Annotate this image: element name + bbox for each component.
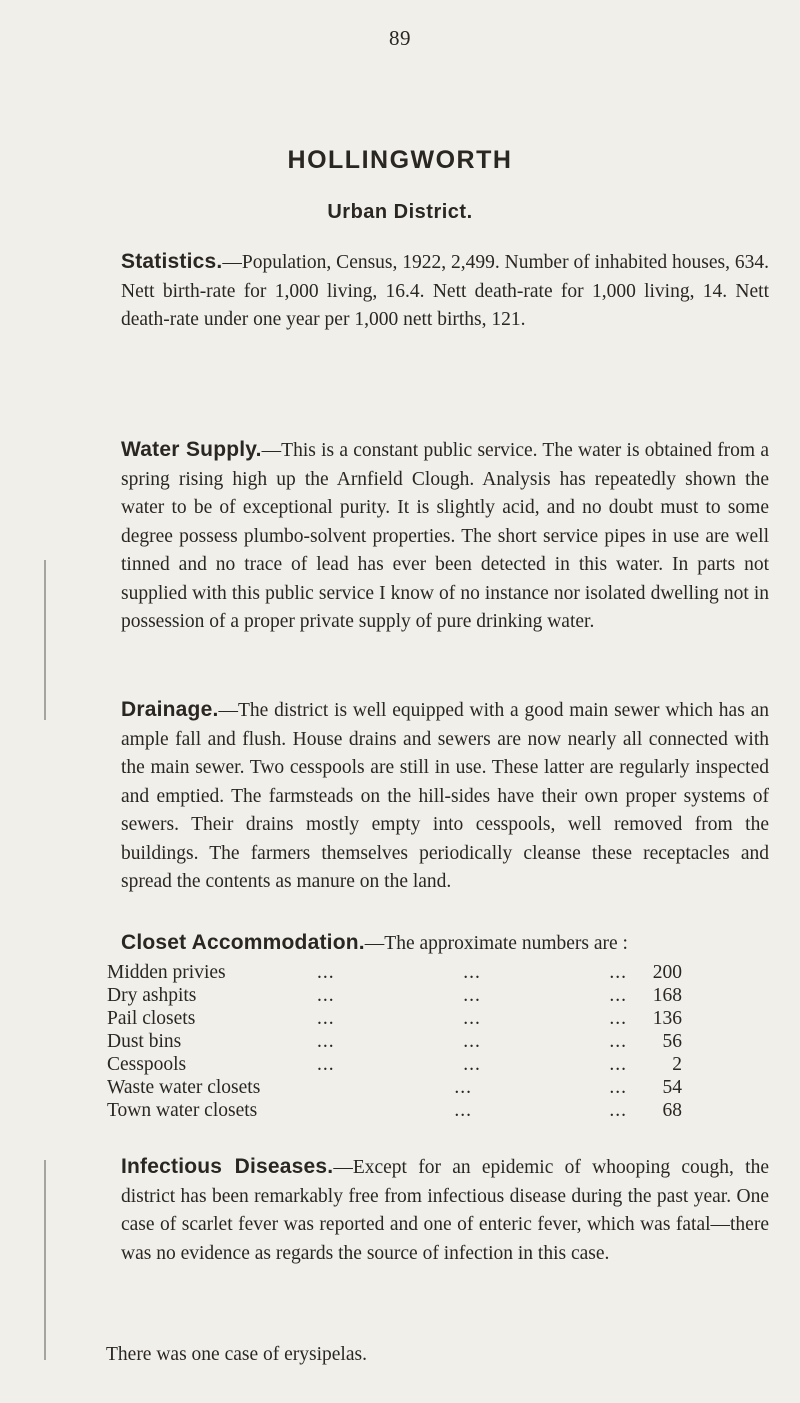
leader-dots: ... ... ... — [317, 1031, 627, 1052]
page-number: 89 — [389, 26, 411, 50]
water-supply-paragraph — [53, 436, 769, 637]
water-supply-heading: Water Supply. — [121, 438, 262, 461]
closet-accommodation-text: —The approximate numbers are : — [364, 933, 628, 954]
closet-row — [107, 1054, 682, 1077]
leader-dots: ... ... — [454, 1100, 627, 1121]
closet-item-value: 68 — [662, 1100, 682, 1121]
closet-item-name: Midden privies — [107, 962, 226, 983]
closet-item-value: 2 — [672, 1054, 682, 1075]
statistics-text: —Population, Census, 1922, 2,499. Number of inhabited houses, 634. Nett birth-rate for 1,000 living, 16.4. Nett death-rate for 1,000 living, 14. Nett death-rate under one year per 1,000 nett births, 121. — [121, 252, 769, 330]
closet-item-name: Town water closets — [107, 1100, 258, 1121]
closet-row — [107, 962, 682, 985]
closet-item-value: 54 — [662, 1077, 682, 1098]
closet-item-value: 136 — [652, 1008, 682, 1029]
margin-scan-mark — [44, 560, 46, 720]
closet-accommodation-heading: Closet Accommodation. — [121, 931, 365, 954]
closet-row — [107, 1031, 682, 1054]
infectious-diseases-heading: Infectious Diseases. — [121, 1155, 334, 1178]
closet-row — [107, 1100, 682, 1123]
leader-dots: ... ... ... — [317, 1054, 627, 1075]
closet-item-name: Dust bins — [107, 1031, 182, 1052]
leader-dots: ... ... ... — [317, 962, 627, 983]
drainage-text: —The district is well equipped with a good main sewer which has an ample fall and flush. House drains and sewers are now nearly all connected with the main sewer. Two cesspools are still in use. These latter are regularly inspected and emptied. The farmsteads on the hill-sides have their own proper systems of sewers. Their drains mostly empty into cesspools, well removed from the buildings. The farmers themselves periodically cleanse these receptacles and spread the contents as manure on the land. — [121, 700, 769, 892]
closet-item-name: Dry ashpits — [107, 985, 197, 1006]
water-supply-text: —This is a constant public service. The water is obtained from a spring rising high up the Arnfield Clough. Analysis has repeatedly shown the water to be of exceptional purity. It is slightly acid, and no doubt must to some degree possess plumbo-solvent properties. The short service pipes in use are well tinned and no trace of lead has ever been detected in this water. In parts not supplied with this public service I know of no instance nor isolated dwelling not in possession of a proper private supply of pure drinking water. — [121, 440, 770, 632]
leader-dots: ... ... ... — [317, 985, 627, 1006]
drainage-paragraph — [53, 696, 769, 897]
leader-dots: ... ... ... — [317, 1008, 627, 1029]
closet-item-value: 200 — [652, 962, 682, 983]
page-title: HOLLINGWORTH — [287, 146, 513, 174]
statistics-heading: Statistics. — [121, 250, 223, 273]
closet-row — [107, 1077, 682, 1100]
closet-table — [107, 962, 682, 1123]
infectious-diseases-paragraph — [53, 1153, 769, 1268]
leader-dots: ... ... — [454, 1077, 627, 1098]
closet-item-name: Waste water closets — [107, 1077, 261, 1098]
page-subtitle: Urban District. — [327, 201, 473, 223]
drainage-heading: Drainage. — [121, 698, 219, 721]
closet-item-value: 56 — [662, 1031, 682, 1052]
margin-scan-mark — [44, 1160, 46, 1360]
statistics-paragraph — [53, 248, 769, 335]
closet-item-value: 168 — [652, 985, 682, 1006]
closet-item-name: Cesspools — [107, 1054, 187, 1075]
closet-row — [107, 1008, 682, 1031]
erysipelas-paragraph: There was one case of erysipelas. — [106, 1344, 367, 1365]
closet-accommodation-paragraph — [53, 929, 769, 959]
closet-item-name: Pail closets — [107, 1008, 196, 1029]
infectious-diseases-text: —Except for an epidemic of whooping cough, the district has been remarkably free from infectious disease during the past year. One case of scarlet fever was reported and one of enteric fever, which was fatal—there was no evidence as regards the source of infection in this case. — [121, 1157, 769, 1264]
closet-row — [107, 985, 682, 1008]
